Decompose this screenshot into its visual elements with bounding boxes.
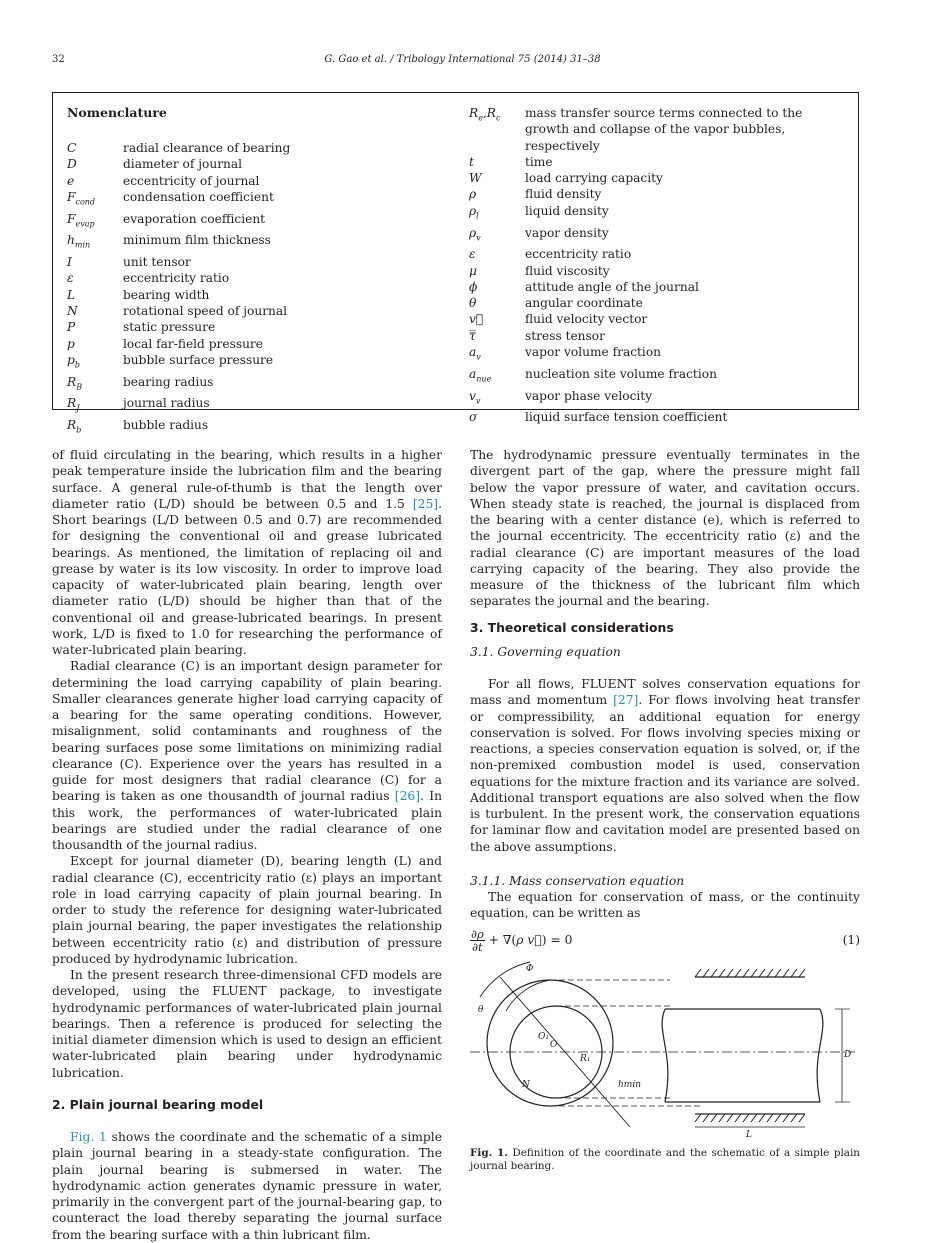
nom-symbol: $R_e,R_c$	[469, 106, 501, 123]
nom-symbol: $R_J$	[67, 396, 80, 413]
paragraph: For all flows, FLUENT solves conservation equations for mass and momentum [27]. For flows involving heat transfer or compressibility, an additional equation for energy conservation is solved. For flows involving species mixing or reactions, a species conservation equation is solved, or, if the non-premixed combustion model is used, conservation equations for the mixture fraction and its variance are solved. Additional transport equations are also solved when the flow is turbulent. In the present work, the conservation equations for laminar flow and cavitation model are presented based on the above assumptions.	[470, 677, 861, 854]
equation-number: (1)	[842, 932, 860, 947]
nom-def: fluid density	[525, 187, 602, 202]
nom-def: local far-field pressure	[123, 336, 263, 351]
nom-row	[469, 344, 849, 366]
nom-row	[67, 189, 290, 211]
figure-link[interactable]: Fig. 1	[70, 1130, 107, 1144]
nom-symbol: μ	[469, 263, 477, 278]
nom-symbol: σ	[469, 410, 478, 425]
nom-symbol: L	[67, 287, 76, 302]
nom-row	[469, 203, 849, 225]
nom-symbol: t	[469, 154, 474, 169]
nom-def: radial clearance of bearing	[123, 141, 291, 155]
nom-def: rotational speed of journal	[123, 303, 288, 318]
nom-def: angular coordinate	[525, 296, 643, 311]
svg-text:R₁: R₁	[580, 1053, 591, 1064]
nom-row	[469, 263, 849, 279]
nom-symbol: W	[469, 171, 482, 186]
nomenclature-title: Nomenclature	[67, 105, 167, 120]
nom-row	[67, 156, 290, 172]
paragraph: Radial clearance (C) is an important design parameter for determining the load carrying capability of plain bearing. Smaller clearances generate higher load carrying capacity of a bearing for the same operating conditions. However, misalignment, solid contaminants and roughness of the bearing surfaces pose some limitations on minimizing radial clearance (C). Experience over the years has resulted in a guide for most designers that radial clearance (C) for a bearing is taken as one thousandth of journal radius [26]. In this work, the performances of water-lubricated plain bearings are studied under the radial clearance of one thousandth of the journal radius.	[52, 659, 442, 852]
nom-def: bearing radius	[123, 374, 214, 389]
citation-link[interactable]: [27]	[613, 693, 639, 708]
nom-def: minimum film thickness	[123, 233, 271, 248]
nomenclature-left-list	[67, 140, 290, 439]
nom-row	[469, 328, 849, 344]
nom-symbol: v⃗	[469, 312, 484, 327]
nom-symbol: ϕ	[469, 279, 478, 294]
nom-def: mass transfer source terms connected to the growth and collapse of the vapor bubbles, respectively	[525, 106, 803, 153]
left-column	[52, 447, 442, 1243]
section-heading: 3. Theoretical considerations	[470, 619, 674, 635]
equation-1	[470, 928, 860, 953]
nom-symbol: $a_v$	[469, 345, 481, 362]
nom-row	[67, 211, 290, 233]
paragraph: The hydrodynamic pressure eventually terminates in the divergent part of the gap, where the pressure might fall below the vapor pressure of water, and cavitation occurs. When steady state is reached, the journal is displaced from the bearing with a center distance (e), which is referred to the journal eccentricity. The eccentricity ratio (ε) and the radial clearance (C) are important measures of the load carrying capacity of the bearing. They also provide the measure of the thickness of the lubricant film which separates the journal and the bearing.	[470, 448, 860, 609]
nom-def: time	[525, 154, 553, 169]
nom-row	[67, 287, 290, 303]
nom-row	[469, 225, 849, 247]
nom-row	[67, 303, 290, 319]
svg-text:O: O	[550, 1039, 558, 1050]
nom-row	[67, 417, 290, 439]
nom-symbol: $F_{cond}$	[67, 189, 96, 207]
svg-text:hmin: hmin	[618, 1079, 642, 1090]
equation-body: $\frac{\partial\rho}{\partial t}$ + ∇(ρ v⃗) = 0	[471, 926, 573, 954]
svg-text:θ: θ	[478, 1004, 484, 1015]
nom-symbol: ρ	[469, 187, 477, 202]
nom-symbol: $p_b$	[67, 352, 80, 370]
nom-row	[67, 140, 290, 156]
nom-def: static pressure	[123, 320, 216, 335]
nom-row	[67, 173, 290, 189]
right-column	[470, 447, 860, 1174]
nom-def: load carrying capacity	[525, 171, 663, 186]
figure-caption: Fig. 1. Definition of the coordinate and the schematic of a simple plain journal bearing.	[470, 1146, 861, 1172]
nom-def: fluid velocity vector	[525, 312, 648, 327]
nom-row	[67, 319, 290, 335]
nom-def: nucleation site volume fraction	[525, 366, 717, 381]
nom-symbol: $\rho_v$	[469, 225, 481, 242]
nom-row	[469, 311, 849, 327]
nom-def: vapor volume fraction	[525, 345, 662, 360]
nom-row	[469, 154, 849, 170]
nom-row	[469, 279, 849, 295]
nom-def: stress tensor	[525, 328, 605, 343]
svg-text:N: N	[522, 1079, 530, 1090]
page-number: 32	[52, 54, 65, 65]
figure-1-schematic	[470, 957, 860, 1137]
nom-def: evaporation coefficient	[123, 211, 266, 226]
nom-symbol: $h_{min}$	[67, 233, 91, 250]
nom-def: bubble surface pressure	[123, 352, 274, 367]
nom-symbol: $\rho_l$	[469, 203, 479, 221]
nom-symbol: C	[67, 141, 77, 155]
nom-symbol: $F_{evap}$	[67, 211, 95, 229]
nom-def: vapor density	[525, 225, 609, 240]
paragraph: Except for journal diameter (D), bearing length (L) and radial clearance (C), eccentricity ratio (ε) plays an important role in load carrying capacity of plain journal bearing. In order to study the reference for designing water-lubricated plain journal bearing, the paper investigates the relationship between eccentricity ratio (ε) and distribution of pressure produced by hydrodynamic lubrication.	[52, 854, 442, 966]
nom-symbol: I	[67, 255, 72, 270]
nom-symbol: $a_{nue}$	[469, 366, 492, 384]
nom-row	[469, 388, 849, 410]
nom-row	[469, 366, 849, 388]
nomenclature-right-list	[469, 105, 849, 426]
nom-symbol: P	[67, 320, 76, 335]
nom-row	[67, 232, 290, 254]
paragraph: In the present research three-dimensional CFD models are developed, using the FLUENT package, to investigate hydrodynamic performances of water-lubricated plain journal bearings. Then a reference is produced for selecting the initial diameter dimension which is used to design an efficient water-lubricated plain bearing under hydrodynamic lubrication.	[52, 968, 442, 1080]
nom-def: liquid density	[525, 203, 609, 218]
paragraph: Fig. 1 shows the coordinate and the schematic of a simple plain journal bearing in a steady-state configuration. The plain journal bearing is submersed in water. The hydrodynamic action generates dynamic pressure in water, primarily in the convergent part of the journal-bearing gap, to counteract the load thereby separating the journal surface from the bearing surface with a thin lubricant film.	[52, 1130, 442, 1242]
nom-def: eccentricity ratio	[123, 271, 230, 286]
nom-def: fluid viscosity	[525, 263, 610, 278]
nom-def: diameter of journal	[123, 157, 243, 172]
citation-link[interactable]: [26]	[394, 789, 421, 804]
nom-symbol: $R_b$	[67, 418, 82, 435]
section-heading: 2. Plain journal bearing model	[52, 1096, 264, 1112]
nom-def: liquid surface tension coefficient	[525, 410, 728, 425]
running-header: G. Gao et al. / Tribology International 75 (2014) 31–38	[324, 54, 601, 65]
svg-text:Φ: Φ	[526, 963, 534, 974]
nom-symbol: p	[67, 336, 75, 351]
nom-symbol: e	[67, 173, 75, 188]
subsection-heading: 3.1. Governing equation	[470, 644, 621, 659]
nom-def: bearing width	[123, 287, 210, 302]
nom-symbol: ε	[67, 271, 74, 286]
nom-row	[67, 352, 290, 374]
nom-symbol: θ	[469, 296, 477, 311]
nom-row	[67, 270, 290, 286]
nom-symbol: $R_B$	[67, 374, 83, 392]
citation-link[interactable]: [25]	[412, 496, 439, 511]
svg-text:O₁: O₁	[538, 1031, 549, 1042]
paragraph: The equation for conservation of mass, or the continuity equation, can be written as	[470, 890, 860, 921]
paragraph: of fluid circulating in the bearing, which results in a higher peak temperature inside the lubrication film and the bearing surface. A general rule-of-thumb is that the length over diameter ratio (L/D) should be between 0.5 and 1.5 [25]. Short bearings (L/D between 0.5 and 0.7) are recommended for designing the conventional oil and grease lubricated bearings. As mentioned, the limitation of replacing oil and grease by water is its low viscosity. In order to improve load capacity of water-lubricated plain bearing, length over diameter ratio (L/D) should be higher than that of the conventional oil and grease-lubricated bearings. In present work, L/D is fixed to 1.0 for researching the performance of water-lubricated plain bearing.	[52, 448, 442, 657]
nom-def: condensation coefficient	[123, 189, 274, 204]
nom-row	[469, 295, 849, 311]
nomenclature-box	[52, 92, 859, 435]
nom-def: eccentricity of journal	[123, 173, 260, 188]
nom-symbol: $v_v$	[469, 388, 481, 405]
nom-symbol: N	[67, 303, 78, 318]
nom-symbol: τ̿	[469, 328, 476, 343]
nom-def: vapor phase velocity	[525, 388, 653, 403]
nom-row	[67, 254, 290, 270]
nom-row	[469, 186, 849, 202]
figure-label: Fig. 1.	[470, 1146, 508, 1159]
svg-text:D: D	[844, 1049, 852, 1060]
nom-def: bubble radius	[123, 418, 209, 433]
svg-text:L: L	[746, 1129, 752, 1137]
nom-row	[67, 395, 290, 417]
nom-row	[469, 105, 849, 154]
nom-row	[67, 336, 290, 352]
subsection-heading: 3.1.1. Mass conservation equation	[470, 873, 685, 888]
nom-row	[469, 170, 849, 186]
nom-symbol: D	[67, 157, 77, 172]
nom-def: unit tensor	[123, 255, 191, 270]
nom-row	[469, 246, 849, 262]
nom-symbol: ε	[469, 247, 476, 262]
nom-def: eccentricity ratio	[525, 247, 632, 262]
nom-row	[67, 374, 290, 396]
nom-def: attitude angle of the journal	[525, 279, 699, 294]
nom-row	[469, 409, 849, 425]
nom-def: journal radius	[123, 396, 210, 411]
